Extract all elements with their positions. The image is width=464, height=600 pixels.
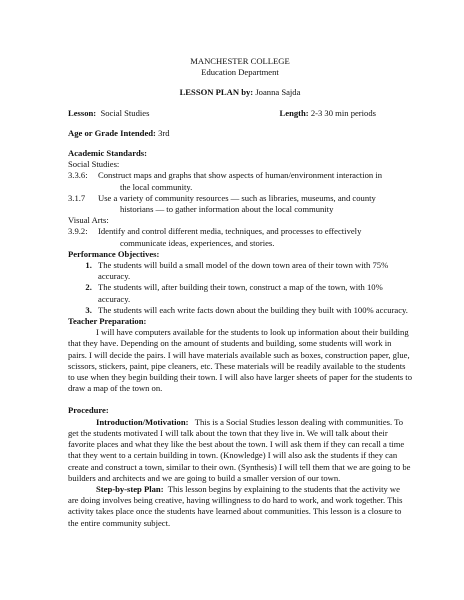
lesson-value: Social Studies: [100, 107, 150, 118]
social-studies-label: Social Studies:: [68, 159, 120, 170]
standard-code: 3.9.2:: [68, 226, 88, 237]
visual-arts-label: Visual Arts:: [68, 215, 109, 226]
procedure-heading: Procedure:: [68, 405, 109, 416]
objectives-list: [68, 260, 412, 316]
standard-text-cont: historians — to gather information about the local community: [120, 204, 334, 215]
step-label: Step-by-step Plan:: [96, 483, 164, 494]
standard-text-cont: the local community.: [120, 181, 193, 192]
intro-paragraph: [68, 417, 412, 484]
teacher-prep-heading: Teacher Preparation:: [68, 316, 147, 327]
standard-item: [68, 226, 412, 248]
plan-title: LESSON PLAN by: Joanna Sajda: [179, 87, 301, 98]
standard-code: 3.1.7: [68, 192, 86, 203]
objective-item: 3. The students will each write facts down about the building they built with 100% accuracy.: [94, 305, 412, 316]
plan-author: Joanna Sajda: [255, 87, 301, 98]
intro-label: Introduction/Motivation:: [96, 416, 189, 427]
plan-by: by: [241, 87, 251, 98]
lesson-field: [68, 108, 149, 119]
plan-label: LESSON PLAN: [179, 87, 240, 98]
length-label: Length:: [279, 107, 309, 118]
standard-text: Use a variety of community resources — such as libraries, museums, and county: [98, 192, 376, 203]
length-value: 2-3 30 min periods: [310, 107, 376, 118]
grade-label: Age or Grade Intended:: [68, 127, 156, 138]
standards-heading: Academic Standards:: [68, 148, 148, 159]
college-name: MANCHESTER COLLEGE: [190, 56, 290, 66]
standard-text: Identify and control different media, techniques, and processes to effectively: [98, 226, 362, 237]
standard-code: 3.3.6:: [68, 170, 88, 181]
standard-text-cont: communicate ideas, experiences, and stories.: [120, 237, 275, 248]
intro-text: This is a Social Studies lesson dealing with communities. To get the students motivated I will talk about the town that they live in. We will talk about their favorite places and what they like the best about the town. I will ask them if they can recall a time that they went to a certain building in town. (Knowledge) I will also ask the students if they can create and construct a town, similar to their own. (Synthesis) I will tell them that we are going to be builders and architects and we are going to build a smaller version of our town.: [68, 416, 411, 483]
lesson-label: Lesson:: [68, 107, 97, 118]
lesson-meta-row: [68, 108, 412, 119]
teacher-prep-text: I will have computers available for the students to look up information about their building that they have. Depending on the amount of students and building, some students will work in pairs. I will decide the pairs. I will have materials available such as boxes, construction paper, glue, scissors, stickers, paint, pipe cleaners, etc. These materials will be readily available to the students to use when they begin building their town. I will also have larger sheets of paper for the students to draw a map of the town on.: [68, 327, 412, 394]
department-name: Education Department: [201, 67, 279, 78]
objective-item: 1. The students will build a small model of the down town area of their town with 75% accuracy.: [94, 260, 412, 282]
grade-field: [68, 128, 412, 139]
objectives-heading: Performance Objectives:: [68, 248, 160, 259]
standard-text: Construct maps and graphs that show aspects of human/environment interaction in: [98, 170, 383, 181]
standard-item: [68, 170, 412, 192]
length-field: [280, 108, 376, 119]
standard-item: [68, 193, 412, 215]
objective-item: 2. The students will, after building their town, construct a map of the town, with 10% accuracy.: [94, 282, 412, 304]
step-text: This lesson begins by explaining to the students that the activity we are doing involves being creative, having willingness to do hard to work, and work together. This activity takes place once the students have learned about communities. This lesson is a closure to the entire community subject.: [68, 483, 403, 528]
grade-value: 3rd: [158, 127, 170, 138]
step-paragraph: [68, 484, 412, 529]
